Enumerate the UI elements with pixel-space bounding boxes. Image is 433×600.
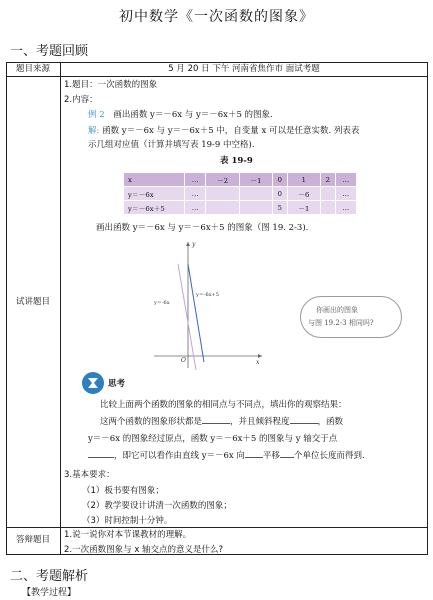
answer-blank: [245, 457, 263, 458]
value-table-cell: [320, 201, 335, 215]
value-table-header-cell: 0: [273, 173, 288, 187]
value-table-header-cell: …: [185, 173, 206, 187]
value-table-cell: y＝－6x: [124, 187, 185, 201]
graph-line-2: [188, 264, 204, 362]
think-text: ，函数: [317, 417, 344, 427]
x-axis-label: x: [256, 359, 260, 366]
defense-label: 答辩题目: [15, 535, 50, 545]
think-label: 思考: [108, 379, 126, 389]
graph-caption: 画出函数 y＝－6x 与 y＝－6x＋5 的图象（图 19. 2-3).: [96, 223, 309, 233]
think-paragraph-4: [88, 451, 365, 462]
think-paragraph-1: 比较上面两个函数的图象的相同点与不同点，填出你的观察结果：: [100, 400, 347, 410]
value-table-cell: …: [335, 187, 356, 201]
defense-question-2: 2.一次函数图象与 x 轴交点的意义是什么?: [64, 545, 224, 555]
function-graph: [148, 238, 266, 370]
think-text: 这两个函数的图象形状都是: [100, 417, 203, 427]
y-axis-arrow: [186, 242, 190, 246]
value-table-header-cell: …: [335, 173, 356, 187]
value-table-row: [124, 201, 357, 215]
table-row-divider: [6, 76, 428, 77]
defense-question-1: 1.说一说你对本节课教材的理解。: [64, 530, 192, 540]
x-axis-arrow: [258, 354, 262, 358]
bubble-text-1: 你画出的图象: [316, 306, 358, 314]
value-table-header-cell: 2: [320, 173, 335, 187]
value-table-header-row: [124, 173, 357, 187]
requirement-item: （2）教学要设计讲清一次函数的图象；: [82, 501, 232, 511]
line-1-label: y＝-6x: [154, 300, 170, 306]
table-border-right: [427, 62, 428, 555]
value-table-cell: [206, 187, 239, 201]
value-table-cell: [320, 187, 335, 201]
requirement-item: （3）时间控制十分钟。: [82, 516, 173, 526]
solution-text-1: 函数 y＝－6x 与 y＝－6x＋5 中，自变量 x 可以是任意实数. 列表表: [102, 126, 360, 136]
trial-item-title: 1.题目：一次函数的图象: [64, 80, 158, 90]
y-axis-label: y: [192, 241, 196, 248]
value-table-cell: －6: [287, 187, 320, 201]
answer-blank: [88, 457, 114, 458]
teaching-process-label: 【教学过程】: [22, 588, 77, 598]
think-text: 个单位长度而得到.: [293, 451, 365, 461]
value-table-cell: 0: [273, 187, 288, 201]
trial-item-content: 2.内容：: [64, 95, 98, 105]
source-label: 题目来源: [15, 64, 50, 74]
origin-label: O: [181, 357, 186, 364]
think-paragraph-2: [100, 417, 343, 428]
value-table-cell: …: [185, 187, 206, 201]
value-table-cell: …: [335, 201, 356, 215]
value-table-cell: …: [185, 201, 206, 215]
table-border-left: [6, 62, 7, 555]
example-text: 画出函数 y＝－6x 与 y＝－6x＋5 的图象.: [113, 110, 273, 120]
value-table-cell: 5: [273, 201, 288, 215]
answer-blank: [280, 457, 294, 458]
value-table-cell: －1: [287, 201, 320, 215]
example-label: 例 2: [88, 110, 105, 120]
bubble-text-2: 与图 19.2-3 相同吗?: [308, 319, 374, 327]
table-row-divider: [6, 527, 428, 528]
value-table-header-cell: 1: [287, 173, 320, 187]
think-paragraph-3: y＝－6x 的图象经过原点，函数 y＝－6x＋5 的图象与 y 轴交于点: [88, 434, 338, 444]
value-table: [123, 172, 357, 215]
section-heading-analysis: 二、考题解析: [10, 569, 89, 584]
think-text: ，并且倾斜程度: [230, 417, 290, 427]
section-heading-review: 一、考题回顾: [10, 44, 89, 59]
solution-label: 解:: [88, 126, 100, 136]
trial-label: 试讲题目: [15, 297, 50, 307]
value-table-header-cell: －2: [206, 173, 239, 187]
answer-blank: [202, 423, 230, 424]
value-table-header-cell: －1: [239, 173, 272, 187]
think-text: ，即它可以看作由直线 y＝－6x 向: [114, 451, 245, 461]
table-caption: 表 19-9: [220, 156, 253, 166]
answer-blank: [290, 423, 318, 424]
requirement-item: （1）板书要有图象；: [82, 486, 164, 496]
line-2-label: y＝-6x+5: [196, 292, 219, 298]
table-column-divider: [60, 62, 61, 555]
value-table-cell: y＝－6x＋5: [124, 201, 185, 215]
value-table-cell: [239, 201, 272, 215]
graph-line-1: [178, 264, 196, 370]
value-table-cell: [239, 187, 272, 201]
requirements-title: 3.基本要求：: [64, 470, 115, 480]
speech-bubble: [300, 296, 402, 338]
solution-text-2: 示几组对应值（计算并填写表 19-9 中空格).: [88, 140, 255, 150]
document-title: 初中数学《一次函数的图象》: [119, 9, 314, 25]
think-text: 平移: [262, 451, 280, 461]
table-border-top: [6, 62, 428, 63]
source-value: 5 月 20 日 下午 河南省焦作市 面试考题: [168, 64, 320, 74]
value-table-row: [124, 187, 357, 201]
value-table-cell: [206, 201, 239, 215]
think-icon: [82, 372, 104, 394]
value-table-header-cell: x: [124, 173, 185, 187]
